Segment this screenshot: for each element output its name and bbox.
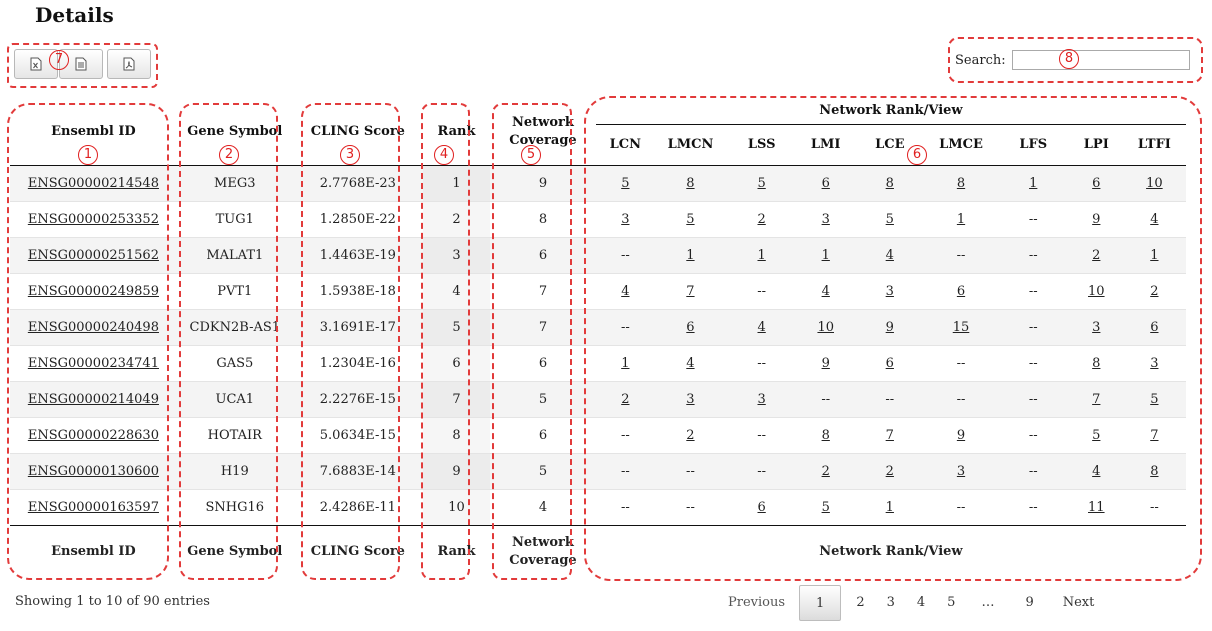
annotation-number-8: 8 <box>1059 49 1079 69</box>
network-lfs-cell: -- <box>997 490 1070 526</box>
annotation-frame-1 <box>7 103 169 580</box>
page-button-2[interactable]: 2 <box>856 595 865 610</box>
annotation-frame-2 <box>179 103 278 580</box>
cling-score-cell: 1.2304E-16 <box>293 346 423 382</box>
header-lcn[interactable]: LCN <box>609 137 642 152</box>
network-lmi-link[interactable]: 3 <box>821 212 830 227</box>
header-gene-symbol[interactable]: Gene Symbol <box>187 123 283 139</box>
page-ellipsis: … <box>981 595 995 610</box>
network-lss-cell: -- <box>726 418 797 454</box>
annotation-frame-4 <box>421 103 470 580</box>
page-button-3[interactable]: 3 <box>886 595 895 610</box>
annotation-number-5: 5 <box>521 145 541 165</box>
rank-cell: 2 <box>423 202 490 238</box>
network-lmce-link[interactable]: 15 <box>952 320 970 335</box>
network-ltfi-link[interactable]: 5 <box>1150 392 1159 407</box>
network-lmce-cell: -- <box>925 490 996 526</box>
ensembl-id-link[interactable]: ENSG00000234741 <box>27 356 159 371</box>
network-lfs-cell: -- <box>997 346 1070 382</box>
rank-cell: 1 <box>423 166 490 202</box>
ensembl-id-link[interactable]: ENSG00000253352 <box>27 212 159 227</box>
network-lmce-cell: -- <box>925 238 996 274</box>
annotation-frame-7 <box>7 43 158 88</box>
network-lfs-link[interactable]: 1 <box>1029 176 1038 191</box>
network-lmce-cell: -- <box>925 346 996 382</box>
ensembl-id-link[interactable]: ENSG00000130600 <box>27 464 159 479</box>
network-lmcn-link[interactable]: 6 <box>686 320 695 335</box>
gene-symbol-cell: HOTAIR <box>177 418 293 454</box>
pagination <box>716 585 1107 621</box>
gene-symbol-cell: UCA1 <box>177 382 293 418</box>
network-lpi-link[interactable]: 8 <box>1092 356 1101 371</box>
network-coverage-cell: 7 <box>490 310 596 346</box>
network-coverage-cell: 4 <box>490 490 596 526</box>
network-lmce-link[interactable]: 8 <box>956 176 966 191</box>
network-ltfi-link[interactable]: 3 <box>1150 356 1159 371</box>
network-lcn-link[interactable]: 2 <box>621 392 630 407</box>
network-lmce-cell: -- <box>925 382 996 418</box>
network-lss-link[interactable]: 6 <box>757 500 766 515</box>
network-lpi-link[interactable]: 10 <box>1088 284 1105 299</box>
network-lss-link[interactable]: 2 <box>757 212 766 227</box>
network-lpi-link[interactable]: 5 <box>1092 428 1101 443</box>
network-ltfi-link[interactable]: 2 <box>1150 284 1159 299</box>
network-lcn-link[interactable]: 3 <box>621 212 630 227</box>
network-lmce-link[interactable]: 1 <box>956 212 966 227</box>
page-title: Details <box>35 3 114 27</box>
cling-score-cell: 7.6883E-14 <box>293 454 423 490</box>
footer-ensembl-id: Ensembl ID <box>51 544 136 559</box>
gene-symbol-cell: SNHG16 <box>177 490 293 526</box>
network-lmcn-link[interactable]: 8 <box>686 176 695 191</box>
network-lmi-link[interactable]: 9 <box>821 356 830 371</box>
rank-cell: 5 <box>423 310 490 346</box>
network-ltfi-link[interactable]: 6 <box>1150 320 1159 335</box>
previous-page-button[interactable]: Previous <box>728 595 786 610</box>
annotation-frame-6 <box>584 96 1202 581</box>
cling-score-cell: 5.0634E-15 <box>293 418 423 454</box>
network-lmce-link[interactable]: 3 <box>956 464 966 479</box>
rank-cell: 10 <box>423 490 490 526</box>
table-info: Showing 1 to 10 of 90 entries <box>15 594 210 609</box>
network-lss-link[interactable]: 5 <box>757 176 766 191</box>
gene-symbol-cell: H19 <box>177 454 293 490</box>
next-page-button[interactable]: Next <box>1062 595 1095 610</box>
footer-network-rank-view: Network Rank/View <box>819 544 963 559</box>
cling-score-cell: 1.5938E-18 <box>293 274 423 310</box>
network-lce-link[interactable]: 4 <box>885 248 894 263</box>
header-lss[interactable]: LSS <box>747 137 776 152</box>
network-lce-link[interactable]: 2 <box>885 464 894 479</box>
network-lmce-link[interactable]: 9 <box>956 428 966 443</box>
annotation-frame-5 <box>492 103 572 580</box>
network-coverage-cell: 8 <box>490 202 596 238</box>
network-lcn-cell: -- <box>596 418 655 454</box>
rank-cell: 8 <box>423 418 490 454</box>
annotation-number-1: 1 <box>78 145 98 165</box>
network-lmi-link[interactable]: 5 <box>821 500 830 515</box>
cling-score-cell: 1.4463E-19 <box>293 238 423 274</box>
network-lss-cell: -- <box>726 454 797 490</box>
header-lmi[interactable]: LMI <box>810 137 841 152</box>
annotation-number-7: 7 <box>49 50 69 70</box>
ensembl-id-link[interactable]: ENSG00000214049 <box>27 392 159 407</box>
network-coverage-cell: 6 <box>490 346 596 382</box>
page-button-9[interactable]: 9 <box>1025 595 1034 610</box>
network-lpi-link[interactable]: 6 <box>1092 176 1101 191</box>
annotation-number-6: 6 <box>907 145 927 165</box>
network-lpi-link[interactable]: 7 <box>1092 392 1101 407</box>
network-lmi-link[interactable]: 8 <box>821 428 830 443</box>
network-lpi-link[interactable]: 9 <box>1092 212 1101 227</box>
network-lfs-cell: -- <box>997 418 1070 454</box>
header-ltfi[interactable]: LTFI <box>1137 137 1171 152</box>
header-ensembl-id[interactable]: Ensembl ID <box>51 123 136 139</box>
network-lfs-cell: -- <box>997 202 1070 238</box>
network-lce-link[interactable]: 1 <box>885 500 894 515</box>
network-lmi-link[interactable]: 4 <box>821 284 830 299</box>
network-lfs-cell: -- <box>997 274 1070 310</box>
network-lmcn-link[interactable]: 3 <box>686 392 695 407</box>
search-label: Search: <box>955 52 1006 68</box>
network-lmi-link[interactable]: 2 <box>821 464 830 479</box>
rank-cell: 6 <box>423 346 490 382</box>
network-coverage-cell: 7 <box>490 274 596 310</box>
network-coverage-cell: 6 <box>490 418 596 454</box>
cling-score-cell: 2.2276E-15 <box>293 382 423 418</box>
network-lpi-link[interactable]: 11 <box>1088 500 1105 515</box>
network-lce-link[interactable]: 6 <box>885 356 894 371</box>
network-lmcn-link[interactable]: 1 <box>686 248 695 263</box>
page-button-5[interactable]: 5 <box>947 595 956 610</box>
gene-symbol-cell: TUG1 <box>177 202 293 238</box>
header-lmcn[interactable]: LMCN <box>667 137 714 152</box>
network-lmcn-link[interactable]: 2 <box>686 428 695 443</box>
ensembl-id-link[interactable]: ENSG00000214548 <box>27 176 159 191</box>
header-lfs[interactable]: LFS <box>1019 137 1048 152</box>
header-lce[interactable]: LCE <box>875 137 905 152</box>
cling-score-cell: 1.2850E-22 <box>293 202 423 238</box>
network-lfs-cell: -- <box>997 310 1070 346</box>
network-lss-cell: -- <box>726 346 797 382</box>
ensembl-id-link[interactable]: ENSG00000228630 <box>27 428 159 443</box>
network-ltfi-link[interactable]: 8 <box>1150 464 1159 479</box>
network-coverage-cell: 5 <box>490 382 596 418</box>
network-lmcn-cell: -- <box>655 454 726 490</box>
network-ltfi-link[interactable]: 7 <box>1150 428 1159 443</box>
network-lfs-cell: -- <box>997 454 1070 490</box>
header-lmce[interactable]: LMCE <box>939 137 983 152</box>
annotation-frame-3 <box>301 103 400 580</box>
cling-score-cell: 3.1691E-17 <box>293 310 423 346</box>
rank-cell: 3 <box>423 238 490 274</box>
cling-score-cell: 2.7768E-23 <box>293 166 423 202</box>
page-button-4[interactable]: 4 <box>916 595 926 610</box>
network-lfs-cell: -- <box>997 382 1070 418</box>
rank-cell: 9 <box>423 454 490 490</box>
network-lss-link[interactable]: 4 <box>757 320 766 335</box>
network-lce-link[interactable]: 9 <box>885 320 894 335</box>
network-lmi-link[interactable]: 1 <box>821 248 830 263</box>
network-ltfi-link[interactable]: 1 <box>1150 248 1159 263</box>
network-lmce-link[interactable]: 6 <box>956 284 966 299</box>
network-lmi-link[interactable]: 10 <box>817 320 834 335</box>
network-lcn-link[interactable]: 1 <box>621 356 630 371</box>
gene-symbol-cell: CDKN2B-AS1 <box>177 310 293 346</box>
network-ltfi-cell: -- <box>1123 490 1186 526</box>
ensembl-id-link[interactable]: ENSG00000251562 <box>27 248 159 263</box>
network-lcn-cell: -- <box>596 454 655 490</box>
network-lce-link[interactable]: 3 <box>885 284 894 299</box>
ensembl-id-link[interactable]: ENSG00000240498 <box>27 320 159 335</box>
network-lmcn-cell: -- <box>655 490 726 526</box>
network-coverage-cell: 5 <box>490 454 596 490</box>
network-lce-link[interactable]: 7 <box>885 428 894 443</box>
page-button-1[interactable]: 1 <box>799 585 841 621</box>
network-lfs-cell: -- <box>997 238 1070 274</box>
footer-cling-score: CLING Score <box>310 544 405 559</box>
network-lcn-link[interactable]: 5 <box>621 176 630 191</box>
network-lcn-cell: -- <box>596 310 655 346</box>
gene-symbol-cell: PVT1 <box>177 274 293 310</box>
gene-symbol-cell: GAS5 <box>177 346 293 382</box>
network-lmcn-link[interactable]: 5 <box>686 212 695 227</box>
rank-cell: 4 <box>423 274 490 310</box>
network-lce-cell: -- <box>854 382 925 418</box>
network-lce-link[interactable]: 8 <box>885 176 894 191</box>
network-lss-cell: -- <box>726 274 797 310</box>
annotation-number-4: 4 <box>434 145 454 165</box>
header-network-rank-view: Network Rank/View <box>596 98 1186 125</box>
network-lpi-link[interactable]: 2 <box>1092 248 1101 263</box>
network-lcn-link[interactable]: 4 <box>621 284 630 299</box>
network-lss-link[interactable]: 1 <box>757 248 766 263</box>
network-lmi-cell: -- <box>797 382 854 418</box>
network-ltfi-link[interactable]: 10 <box>1146 176 1163 191</box>
network-lcn-cell: -- <box>596 490 655 526</box>
header-cling-score[interactable]: CLING Score <box>310 123 405 139</box>
gene-symbol-cell: MALAT1 <box>177 238 293 274</box>
network-lmi-link[interactable]: 6 <box>821 176 830 191</box>
network-coverage-cell: 6 <box>490 238 596 274</box>
network-lcn-cell: -- <box>596 238 655 274</box>
footer-rank: Rank <box>437 544 476 559</box>
network-lss-link[interactable]: 3 <box>757 392 766 407</box>
cling-score-cell: 2.4286E-11 <box>293 490 423 526</box>
header-rank[interactable]: Rank <box>437 123 476 139</box>
header-lpi[interactable]: LPI <box>1083 137 1109 152</box>
rank-cell: 7 <box>423 382 490 418</box>
network-lpi-link[interactable]: 3 <box>1092 320 1101 335</box>
network-lmcn-link[interactable]: 4 <box>686 356 695 371</box>
annotation-number-2: 2 <box>219 145 239 165</box>
gene-symbol-cell: MEG3 <box>177 166 293 202</box>
footer-network-coverage: Network Coverage <box>509 535 577 568</box>
network-ltfi-link[interactable]: 4 <box>1150 212 1159 227</box>
header-network-coverage[interactable]: Network Coverage <box>509 114 577 148</box>
footer-gene-symbol: Gene Symbol <box>187 544 283 559</box>
network-lpi-link[interactable]: 4 <box>1092 464 1101 479</box>
network-lmcn-link[interactable]: 7 <box>686 284 695 299</box>
network-coverage-cell: 9 <box>490 166 596 202</box>
ensembl-id-link[interactable]: ENSG00000249859 <box>27 284 159 299</box>
annotation-number-3: 3 <box>340 145 360 165</box>
ensembl-id-link[interactable]: ENSG00000163597 <box>27 500 159 515</box>
network-lce-link[interactable]: 5 <box>885 212 894 227</box>
